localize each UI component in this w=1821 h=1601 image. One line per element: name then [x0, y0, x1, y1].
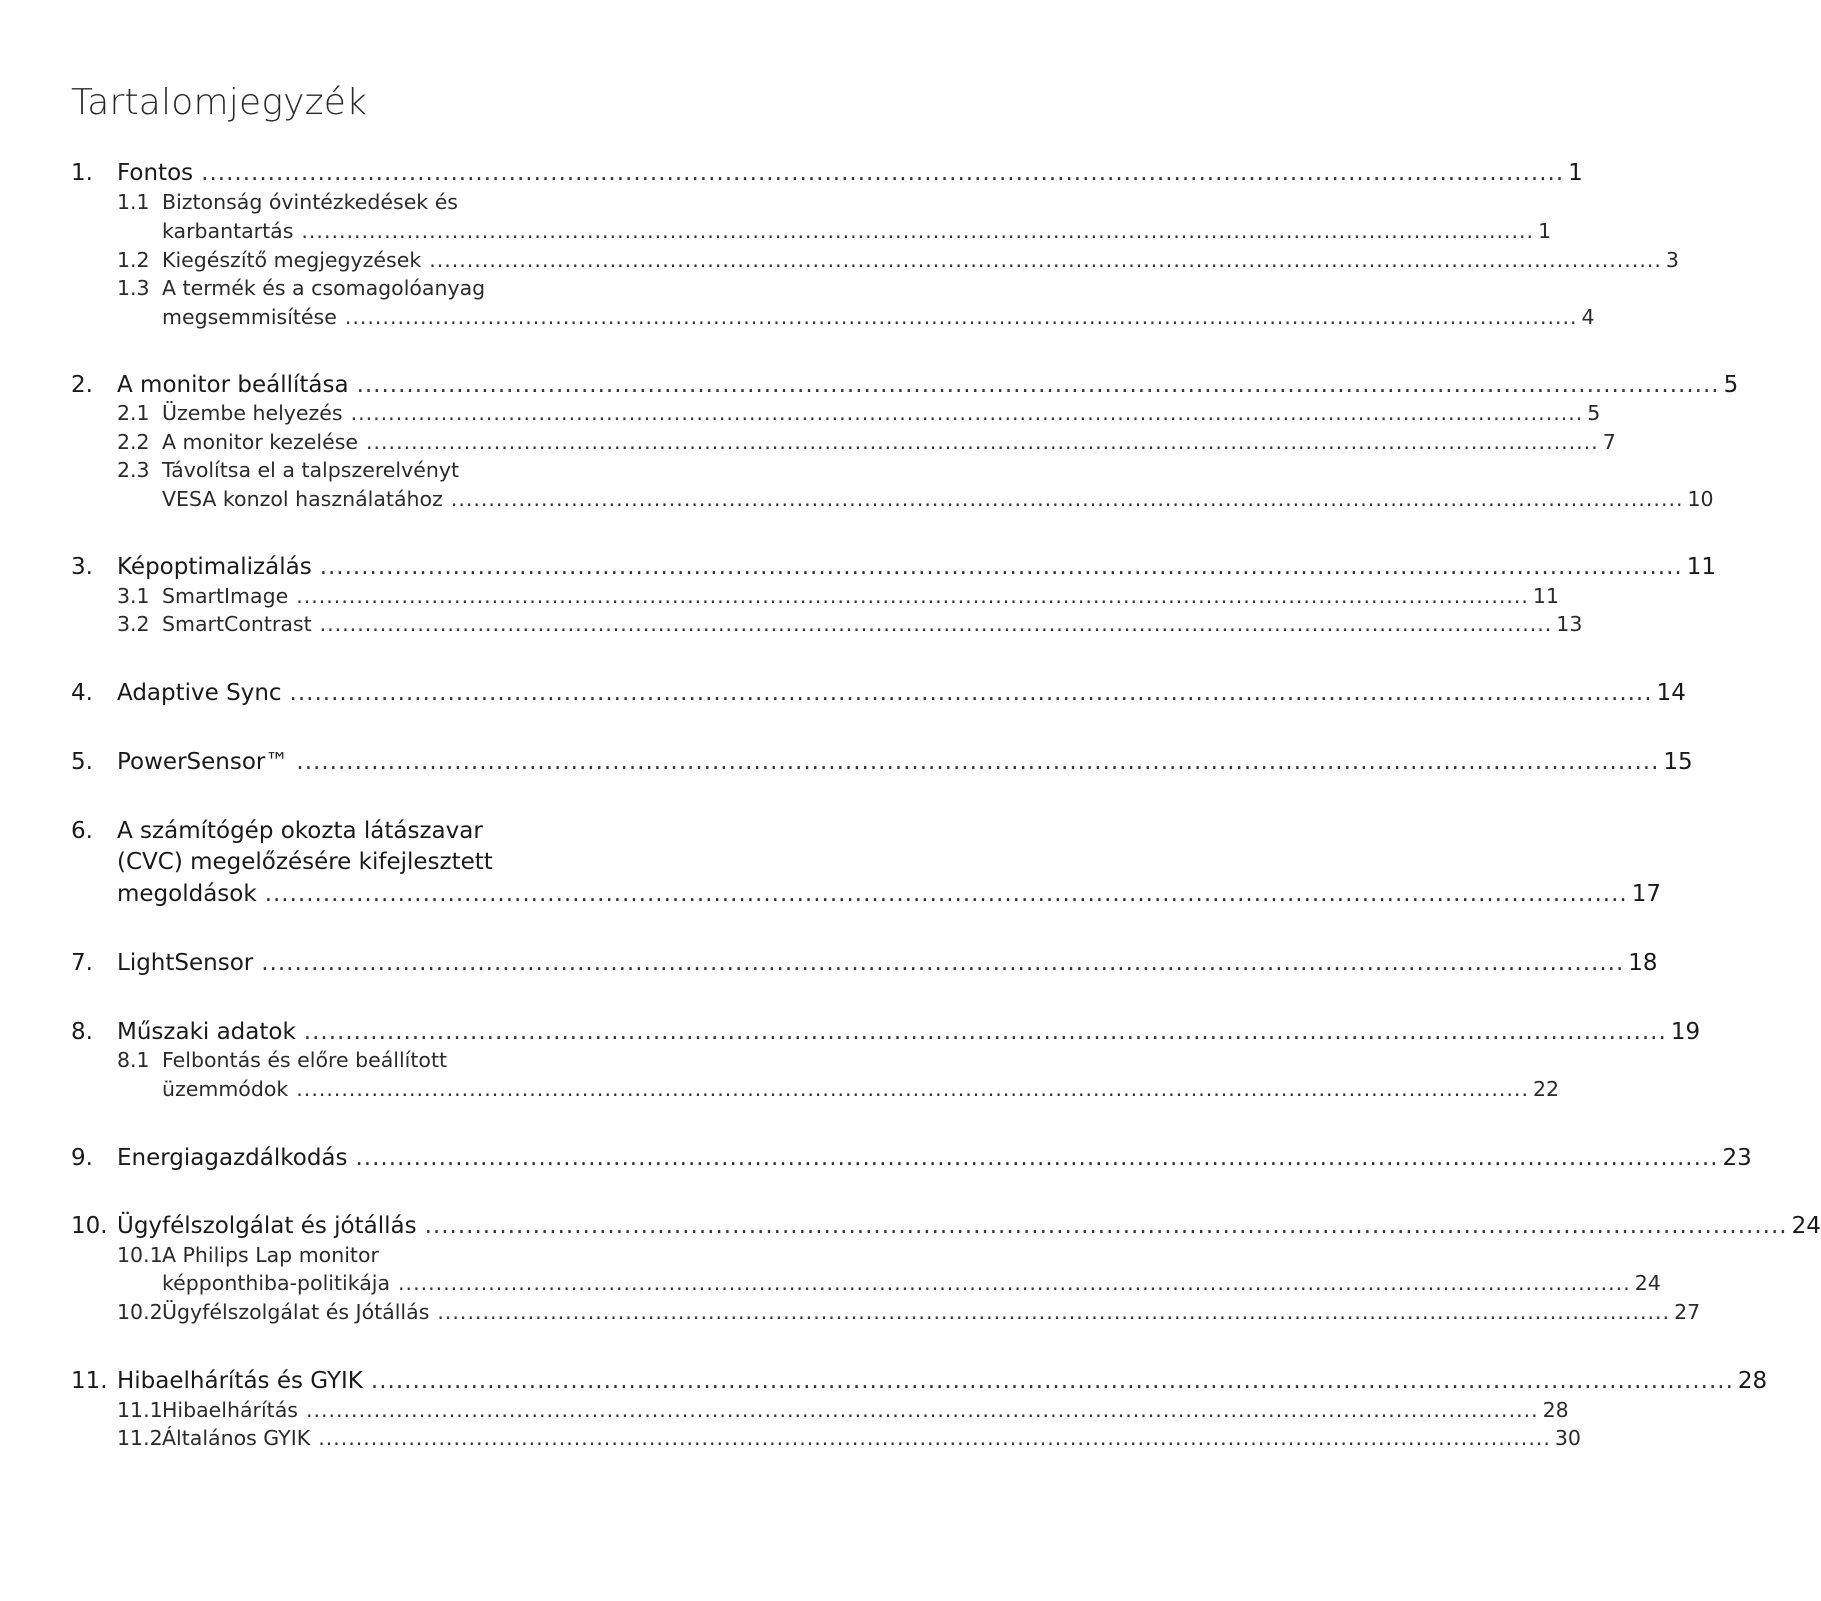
- toc-page-number: 30: [1554, 1426, 1581, 1450]
- toc-subentry[interactable]: [71, 248, 1679, 272]
- page-title: Tartalomjegyzék: [71, 82, 368, 123]
- toc-entry-title: A monitor kezelése: [162, 430, 358, 454]
- toc-page-number: 5: [1587, 401, 1601, 425]
- toc-page-number: 24: [1791, 1213, 1821, 1239]
- toc-dot-leader: [356, 1145, 1719, 1171]
- toc-subentry[interactable]: [71, 430, 1616, 454]
- toc-entry-number: 5.: [71, 749, 93, 775]
- toc-entry-title: VESA konzol használatához: [162, 487, 443, 511]
- toc-page-number: 11: [1686, 554, 1716, 580]
- toc-entry[interactable]: [71, 160, 1583, 186]
- toc-entry-number: 2.3: [117, 458, 150, 482]
- toc-entry-title: Hibaelhárítás: [162, 1398, 298, 1422]
- toc-page-number: 13: [1556, 612, 1583, 636]
- toc-entry-title: Energiagazdálkodás: [117, 1145, 348, 1171]
- toc-subentry[interactable]: [71, 584, 1559, 608]
- toc-entry-title: A számítógép okozta látászavar: [117, 818, 483, 844]
- toc-entry-number: 3.: [71, 554, 93, 580]
- toc-page-number: 24: [1634, 1271, 1661, 1295]
- toc-page-number: 19: [1670, 1019, 1701, 1045]
- toc-page-number: 3: [1665, 248, 1679, 272]
- toc-dot-leader: [261, 950, 1624, 976]
- toc-entry[interactable]: [71, 1213, 1821, 1239]
- toc-entry-number: 2.1: [117, 401, 150, 425]
- toc-dot-leader: [301, 219, 1534, 243]
- toc-page-number: 23: [1722, 1145, 1752, 1171]
- toc-entry-title: Képoptimalizálás: [117, 554, 312, 580]
- toc-entry[interactable]: [71, 554, 1716, 580]
- toc-entry-title: Biztonság óvintézkedések és: [162, 190, 458, 214]
- toc-page-number: 17: [1631, 881, 1661, 907]
- toc-page-number: 28: [1737, 1368, 1768, 1394]
- toc-entry-number: 10.1: [117, 1243, 163, 1267]
- toc-entry: [71, 818, 529, 844]
- toc-entry-title: SmartImage: [162, 584, 289, 608]
- toc-entry-title: megsemmisítése: [162, 305, 337, 329]
- toc-entry-number: 10.2: [117, 1300, 163, 1324]
- toc-entry-title: Üzembe helyezés: [162, 401, 343, 425]
- toc-dot-leader: [201, 160, 1564, 186]
- toc-entry-title: A Philips Lap monitor: [162, 1243, 379, 1267]
- toc-dot-leader: [296, 584, 1529, 608]
- toc-subentry[interactable]: [71, 1300, 1701, 1324]
- toc-entry-number: 8.1: [117, 1048, 150, 1072]
- toc-entry[interactable]: [71, 950, 1658, 976]
- toc-page-number: 14: [1656, 680, 1686, 706]
- toc-entry-number: 6.: [71, 818, 93, 844]
- toc-entry-number: 3.1: [117, 584, 150, 608]
- toc-entry-title: SmartContrast: [162, 612, 312, 636]
- toc-dot-leader: [296, 749, 1659, 775]
- toc-page-number: 5: [1723, 372, 1739, 398]
- toc-dot-leader: [429, 248, 1662, 272]
- toc-dot-leader: [320, 612, 1553, 636]
- toc-subentry[interactable]: [71, 612, 1583, 636]
- toc-page-number: 11: [1532, 584, 1559, 608]
- toc-entry-number: 7.: [71, 950, 93, 976]
- toc-entry[interactable]: [71, 749, 1693, 775]
- toc-entry-title: Fontos: [117, 160, 194, 186]
- toc-dot-leader: [371, 1368, 1734, 1394]
- toc-dot-leader: [451, 487, 1684, 511]
- toc-entry-title: Ügyfélszolgálat és jótállás: [117, 1213, 417, 1239]
- toc-dot-leader: [437, 1300, 1670, 1324]
- toc-entry-title: Hibaelhárítás és GYIK: [117, 1368, 363, 1394]
- toc-entry-number: 1.1: [117, 190, 150, 214]
- toc-subentry: [71, 190, 529, 214]
- toc-dot-leader: [345, 305, 1578, 329]
- toc-entry-title: PowerSensor™: [117, 749, 289, 775]
- toc-entry-title: Felbontás és előre beállított: [162, 1048, 448, 1072]
- toc-dot-leader: [290, 680, 1653, 706]
- toc-entry-title: Távolítsa el a talpszerelvényt: [162, 458, 460, 482]
- toc-entry-title: Adaptive Sync: [117, 680, 282, 706]
- toc-entry-title: megoldások: [117, 881, 257, 907]
- toc-entry-title: Kiegészítő megjegyzések: [162, 248, 422, 272]
- toc-dot-leader: [398, 1271, 1631, 1295]
- toc-subentry: [71, 276, 529, 300]
- toc-dot-leader: [366, 430, 1599, 454]
- toc-subentry: [71, 1243, 529, 1267]
- toc-entry-number: 11.1: [117, 1398, 163, 1422]
- toc-page-number: 28: [1542, 1398, 1569, 1422]
- toc-dot-leader: [318, 1426, 1551, 1450]
- toc-entry-number: 1.2: [117, 248, 150, 272]
- toc-subentry[interactable]: [71, 1271, 1661, 1295]
- toc-page-number: 27: [1674, 1300, 1701, 1324]
- toc-page-number: 22: [1532, 1077, 1560, 1101]
- toc-subentry[interactable]: [71, 487, 1714, 511]
- toc-entry-number: 11.2: [117, 1426, 163, 1450]
- toc-subentry[interactable]: [71, 219, 1552, 243]
- toc-entry-number: 11.: [71, 1368, 108, 1394]
- toc-subentry[interactable]: [71, 305, 1595, 329]
- toc-page-number: 15: [1663, 749, 1693, 775]
- toc-subentry[interactable]: [71, 1426, 1581, 1450]
- toc-entry-title: Ügyfélszolgálat és Jótállás: [162, 1300, 430, 1324]
- toc-subentry[interactable]: [71, 1398, 1569, 1422]
- toc-entry-title: képponthiba-politikája: [162, 1271, 391, 1295]
- toc-entry-number: 3.2: [117, 612, 150, 636]
- toc-entry-title: (CVC) megelőzésére kifejlesztett: [117, 849, 493, 875]
- toc-entry-title: A termék és a csomagolóanyag: [162, 276, 486, 300]
- toc-entry-title: A monitor beállítása: [117, 372, 349, 398]
- toc-entry-title: LightSensor: [117, 950, 254, 976]
- toc-page-number: 18: [1628, 950, 1658, 976]
- toc-page-number: 10: [1687, 487, 1714, 511]
- toc-entry-title: Műszaki adatok: [117, 1019, 296, 1045]
- toc-dot-leader: [306, 1398, 1539, 1422]
- toc-entry-title: karbantartás: [162, 219, 294, 243]
- toc-dot-leader: [357, 372, 1720, 398]
- toc-entry-number: 2.: [71, 372, 93, 398]
- toc-page-number: 1: [1568, 160, 1583, 186]
- toc-entry-number: 4.: [71, 680, 93, 706]
- toc-entry[interactable]: [71, 881, 1661, 907]
- toc-subentry[interactable]: [71, 401, 1601, 425]
- toc-dot-leader: [304, 1019, 1667, 1045]
- toc-subentry[interactable]: [71, 1077, 1560, 1101]
- toc-subentry: [71, 458, 529, 482]
- toc-entry[interactable]: [71, 680, 1686, 706]
- toc-dot-leader: [296, 1077, 1529, 1101]
- toc-dot-leader: [320, 554, 1683, 580]
- toc-entry[interactable]: [71, 1019, 1701, 1045]
- toc-dot-leader: [425, 1213, 1788, 1239]
- toc-entry-number: 8.: [71, 1019, 93, 1045]
- toc-subentry: [71, 1048, 529, 1072]
- toc-page-number: 4: [1581, 305, 1595, 329]
- toc-entry[interactable]: [71, 1145, 1752, 1171]
- toc-entry-number: 10.: [71, 1213, 108, 1239]
- toc-entry: [71, 849, 529, 875]
- toc-entry-number: 2.2: [117, 430, 150, 454]
- toc-dot-leader: [351, 401, 1584, 425]
- toc-page-number: 1: [1538, 219, 1552, 243]
- toc-entry-title: üzemmódok: [162, 1077, 289, 1101]
- toc-entry-number: 1.: [71, 160, 93, 186]
- toc-entry-number: 1.3: [117, 276, 150, 300]
- toc-dot-leader: [265, 881, 1628, 907]
- toc-page-number: 7: [1602, 430, 1616, 454]
- toc-entry[interactable]: [71, 372, 1739, 398]
- toc-entry[interactable]: [71, 1368, 1768, 1394]
- toc-entry-number: 9.: [71, 1145, 93, 1171]
- toc-entry-title: Általános GYIK: [162, 1426, 311, 1450]
